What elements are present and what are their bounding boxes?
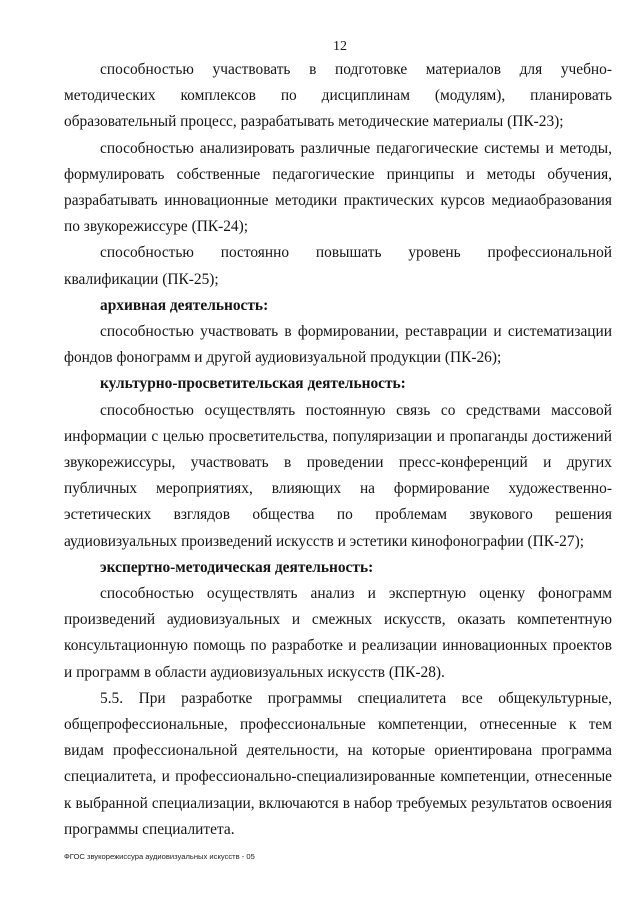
paragraph-pk27: способностью осуществлять постоянную связь со средствами массовой информации с целью просветительства, популяризации и пропаганды достижений звукорежиссуры, участвовать в проведении пресс-конференций и других публичных мероприятиях, влияющих на формирование художественно-эстетических взглядов общества по проблемам звукового решения аудиовизуальных произведений искусств и эстетики кинофонографии (ПК-27); bbox=[64, 401, 612, 550]
paragraph-pk23: способностью участвовать в подготовке материалов для учебно-методических комплексов по дисциплинам (модулям), планировать образовательный процесс, разрабатывать методические материалы (ПК-23); bbox=[64, 61, 612, 131]
paragraph-pk28: способностью осуществлять анализ и экспертную оценку фонограмм произведений аудиовизуальных и смежных искусств, оказать компетентную консультационную помощь по разработке и реализации инновационных проектов и программ в области аудиовизуальных искусств (ПК-28). bbox=[64, 585, 612, 681]
page-footer: ФГОС звукорежиссура аудиовизуальных искусств - 05 bbox=[64, 852, 255, 861]
paragraph-5-5: 5.5. При разработке программы специалитета все общекультурные, общепрофессиональные, профессиональные компетенции, отнесенные к тем видам профессиональной деятельности, на которые ориентирована программа специалитета, и профессионально-специализированные компетенции, отнесенные к выбранной специализации, включаются в набор требуемых результатов освоения программы специалитета. bbox=[64, 689, 612, 838]
heading-archive-activity: архивная деятельность: bbox=[100, 296, 269, 314]
paragraph-pk25: способностью постоянно повышать уровень профессиональной квалификации (ПК-25); bbox=[64, 244, 612, 288]
heading-cultural-educational-activity: культурно-просветительская деятельность: bbox=[100, 375, 406, 393]
heading-expert-methodical-activity: экспертно-методическая деятельность: bbox=[100, 558, 374, 576]
page-number: 12 bbox=[333, 39, 347, 54]
paragraph-pk24: способностью анализировать различные педагогические системы и методы, формулировать собственные педагогические принципы и методы обучения, разрабатывать инновационные методики практических курсов медиаобразования по звукорежиссуре (ПК-24); bbox=[64, 139, 612, 236]
paragraph-pk26: способностью участвовать в формировании, реставрации и систематизации фондов фонограмм и другой аудиовизуальной продукции (ПК-26); bbox=[64, 323, 612, 367]
document-body bbox=[64, 57, 612, 843]
